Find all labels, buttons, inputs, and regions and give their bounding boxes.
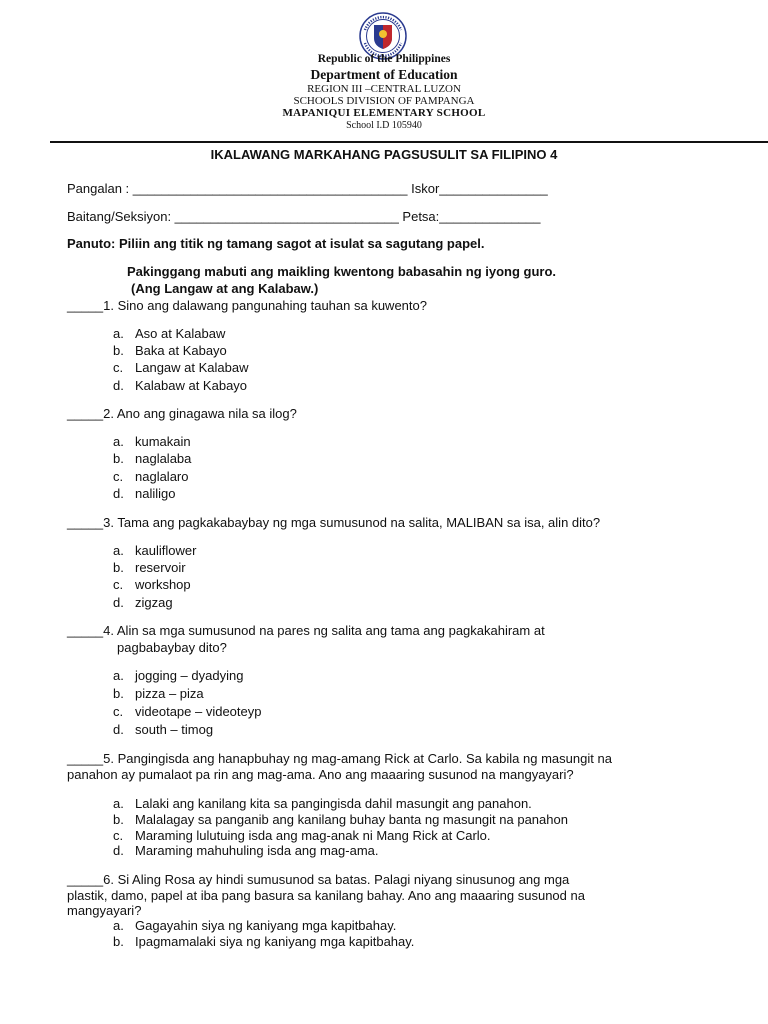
question-6: _____6. Si Aling Rosa ay hindi sumusunod sa batas. Palagi niyang sinusunog ang mga <box>67 872 570 887</box>
choice-3b: b. reservoir <box>113 560 186 575</box>
question-6-cont2: mangyayari? <box>67 903 142 918</box>
question-2: _____2. Ano ang ginagawa nila sa ilog? <box>67 406 297 421</box>
header-department: Department of Education <box>310 67 458 82</box>
header-school-name: MAPANIQUI ELEMENTARY SCHOOL <box>282 107 486 119</box>
choice-2d: d. naliligo <box>113 486 176 501</box>
choice-5b: b. Malalagay sa panganib ang kanilang buhay banta ng masungit na panahon <box>113 812 568 827</box>
grade-date-line: Baitang/Seksiyon: _______________________________ Petsa:______________ <box>67 209 541 224</box>
story-title: (Ang Langaw at ang Kalabaw.) <box>131 281 319 296</box>
choice-1d: d. Kalabaw at Kabayo <box>113 378 248 393</box>
exam-title: IKALAWANG MARKAHANG PAGSUSULIT SA FILIPINO 4 <box>210 147 558 162</box>
choice-4d: d. south – timog <box>113 722 214 737</box>
question-3: _____3. Tama ang pagkakabaybay ng mga sumusunod na salita, MALIBAN sa isa, alin dito? <box>67 515 601 530</box>
choice-6b: b. Ipagmamalaki siya ng kaniyang mga kapitbahay. <box>113 934 415 949</box>
choice-5c: c. Maraming lulutuing isda ang mag-anak ni Mang Rick at Carlo. <box>113 828 491 843</box>
question-4: _____4. Alin sa mga sumusunod na pares ng salita ang tama ang pagkakahiram at <box>67 623 545 638</box>
choice-4c: c. videotape – videoteyp <box>113 704 262 719</box>
choice-4b: b. pizza – piza <box>113 686 204 701</box>
question-4-cont: pagbabaybay dito? <box>117 640 227 655</box>
instructions: Panuto: Piliin ang titik ng tamang sagot at isulat sa sagutang papel. <box>67 236 485 251</box>
question-1: _____1. Sino ang dalawang pangunahing tauhan sa kuwento? <box>67 298 427 313</box>
choice-5a: a. Lalaki ang kanilang kita sa pangingisda dahil masungit ang panahon. <box>113 796 532 811</box>
choice-4a: a. jogging – dyadying <box>113 668 244 683</box>
header-region: REGION III –CENTRAL LUZON <box>307 83 461 95</box>
header-school-id: School I.D 105940 <box>346 120 422 131</box>
listening-instruction: Pakinggang mabuti ang maikling kwentong babasahin ng iyong guro. <box>127 264 557 279</box>
choice-2b: b. naglalaba <box>113 451 192 466</box>
header-division: SCHOOLS DIVISION OF PAMPANGA <box>293 95 475 107</box>
name-score-line: Pangalan : ______________________________________ Iskor_______________ <box>67 181 548 196</box>
question-5: _____5. Pangingisda ang hanapbuhay ng mag-amang Rick at Carlo. Sa kabila ng masungit na <box>67 751 612 766</box>
question-6-cont: plastik, damo, papel at iba pang basura sa kanilang bahay. Ano ang maaaring susunod na <box>67 888 585 903</box>
choice-5d: d. Maraming mahuhuling isda ang mag-ama. <box>113 843 379 858</box>
question-5-cont: panahon ay pumalaot pa rin ang mag-ama. Ano ang maaaring susunod na mangyayari? <box>67 767 574 782</box>
header-republic: Republic of the Philippines <box>317 53 451 65</box>
choice-2a: a. kumakain <box>113 434 191 449</box>
choice-1b: b. Baka at Kabayo <box>113 343 227 358</box>
header-divider <box>50 141 768 143</box>
choice-1a: a. Aso at Kalabaw <box>113 326 226 341</box>
choice-2c: c. naglalaro <box>113 469 189 484</box>
choice-3a: a. kauliflower <box>113 543 197 558</box>
choice-6a: a. Gagayahin siya ng kaniyang mga kapitbahay. <box>113 918 397 933</box>
choice-3d: d. zigzag <box>113 595 173 610</box>
choice-3c: c. workshop <box>113 577 191 592</box>
choice-1c: c. Langaw at Kalabaw <box>113 360 249 375</box>
